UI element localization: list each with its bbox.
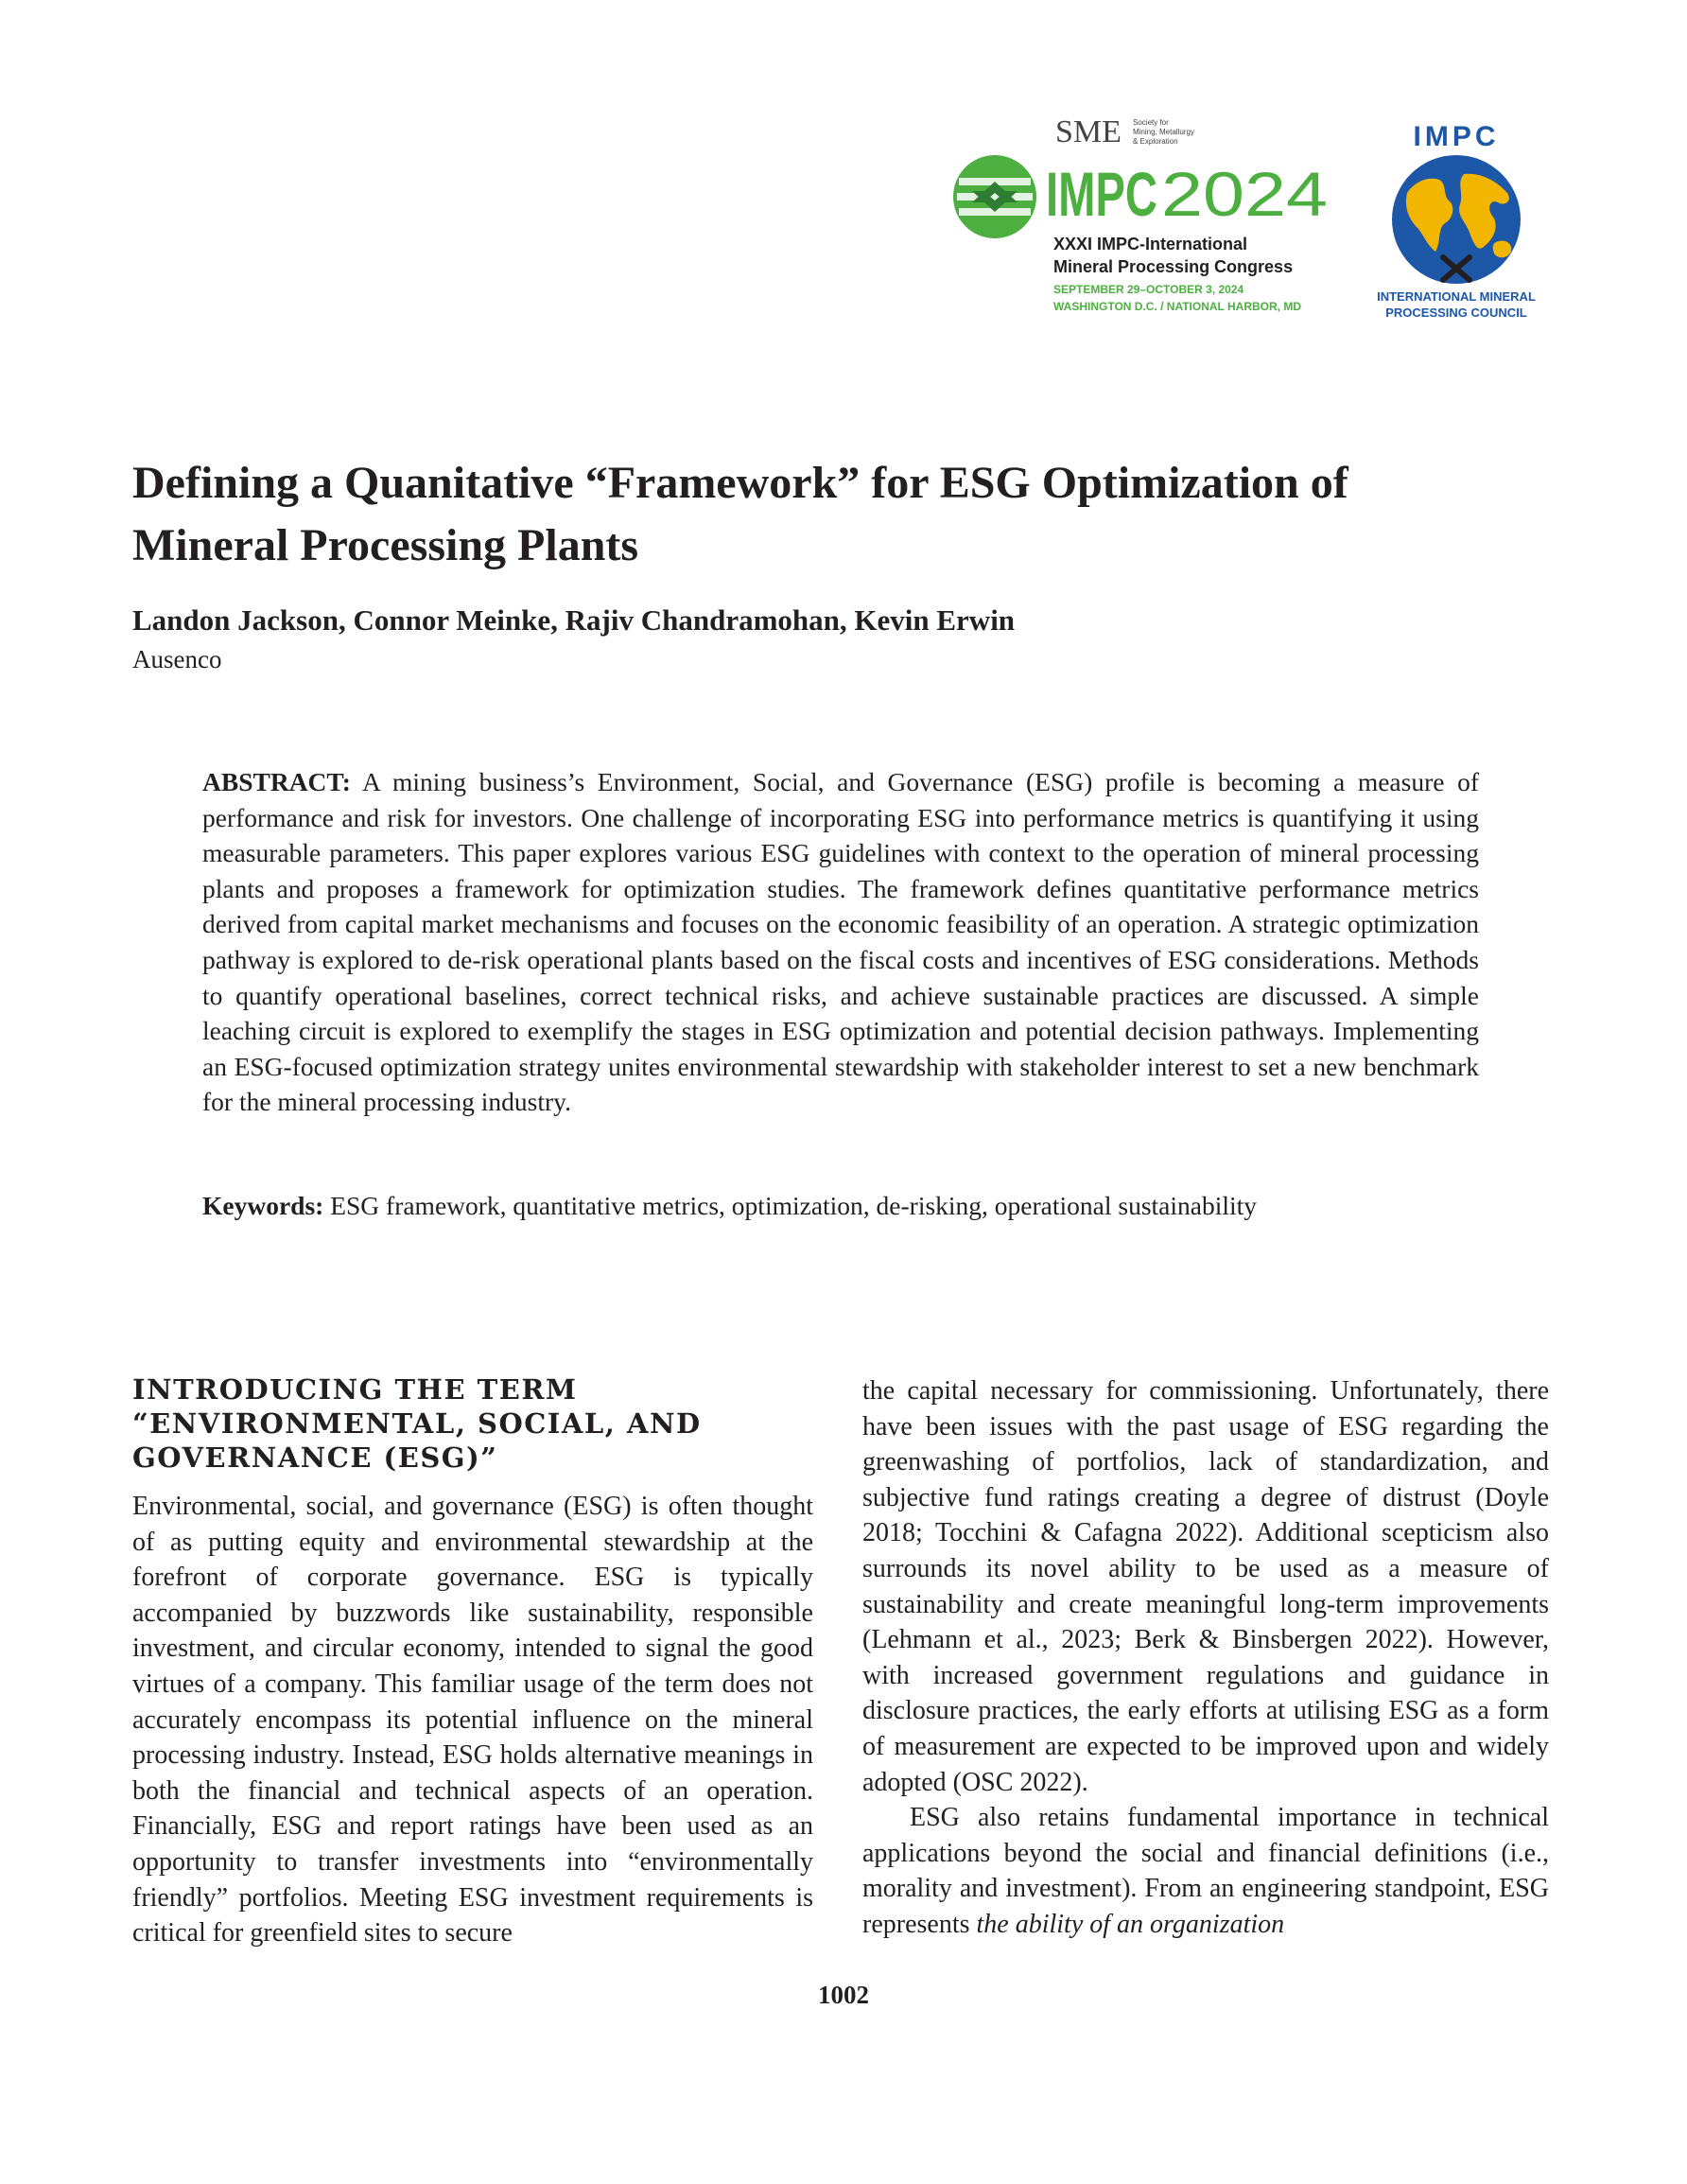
- paper-title: [132, 452, 1551, 577]
- paper-authors: Landon Jackson, Connor Meinke, Rajiv Chandramohan, Kevin Erwin: [132, 603, 1016, 637]
- sme-tagline-3: & Exploration: [1133, 137, 1178, 146]
- impc-2024-logo: [953, 112, 1330, 329]
- paper-affiliation: Ausenco: [132, 645, 222, 673]
- right-column-paragraph-1: the capital necessary for commissioning. Unfortunately, there have been issues with the past usage of ESG regarding the greenwashing of portfolios, lack of standardization, and subjective fund ratings creating a degree of distrust (Doyle 2018; Tocchini & Cafagna 2022). Additional scepticism also surrounds its novel ability to be used as a measure of sustainability and create meaningful long-term improvements (Lehmann et al., 2023; Berk & Binsbergen 2022). However, with increased government regulations and guidance in disclosure practices, the early efforts at utilising ESG as a form of measurement are expected to be improved upon and widely adopted (OSC 2022).: [862, 1376, 1549, 1797]
- sme-wordmark: SME: [1055, 114, 1122, 149]
- abstract-text: A mining business’s Environment, Social, and Governance (ESG) profile is becoming a measure of performance and risk for investors. One challenge of incorporating ESG into performance metrics is quantifying it using measurable parameters. This paper explores various ESG guidelines with context to the operation of mineral processing plants and proposes a framework for optimization studies. The framework defines quantitative performance metrics derived from capital market mechanisms and focuses on the economic feasibility of an operation. A strategic optimization pathway is explored to de-risk operational plants based on the fiscal costs and incentives of ESG considerations. Methods to quantify operational baselines, correct technical risks, and achieve sustainable practices are discussed. A simple leaching circuit is explored to exemplify the stages in ESG optimization and potential decision pathways. Implementing an ESG-focused optimization strategy unites environmental stewardship with stakeholder interest to set a new benchmark for the mineral processing industry.: [202, 767, 1479, 1117]
- impc-council-logo-graphic: [1362, 121, 1551, 322]
- section-heading: [132, 1372, 813, 1475]
- keywords: [202, 1188, 1479, 1224]
- section-heading-line-3: GOVERNANCE (ESG)”: [132, 1441, 498, 1474]
- congress-dates: SEPTEMBER 29–OCTOBER 3, 2024: [1053, 283, 1244, 296]
- congress-line-1: XXXI IMPC-International: [1053, 235, 1248, 253]
- right-column-paragraph-2-text: ESG also retains fundamental importance in technical applications beyond the social and financial definitions (i.e., morality and investment). From an engineering standpoint, ESG represents: [862, 1803, 1549, 1939]
- right-column-paragraph-2: [862, 1800, 1549, 1942]
- page-number: 1002: [818, 1981, 869, 2009]
- section-heading-line-2: “ENVIRONMENTAL, SOCIAL, AND: [132, 1407, 702, 1440]
- impc-council-logo: [1362, 121, 1551, 322]
- abstract: [202, 764, 1479, 1120]
- section-heading-line-1: INTRODUCING THE TERM: [132, 1373, 578, 1406]
- impc-2024-logo-graphic: [953, 112, 1330, 329]
- paper-title-line-2: Mineral Processing Plants: [132, 520, 639, 570]
- right-column: [862, 1373, 1549, 1943]
- right-column-paragraph-2-italic: the ability of an organization: [976, 1909, 1285, 1939]
- council-line-2: PROCESSING COUNCIL: [1385, 306, 1527, 320]
- congress-line-2: Mineral Processing Congress: [1053, 257, 1294, 276]
- abstract-label: ABSTRACT:: [202, 767, 351, 796]
- council-line-1: INTERNATIONAL MINERAL: [1377, 289, 1536, 304]
- sme-tagline-2: Mining, Metallurgy: [1133, 128, 1194, 136]
- impc-word: IMPC: [1046, 159, 1157, 229]
- left-column-paragraph: Environmental, social, and governance (ESG) is often thought of as putting equity and environmental stewardship at the forefront of corporate governance. ESG is typically accompanied by buzzwords like sustainability, responsible investment, and circular economy, intended to signal the good virtues of a company. This familiar usage of the term does not accurately encompass its potential influence on the mineral processing industry. Instead, ESG holds alternative meanings in both the financial and technical aspects of an operation. Financially, ESG and report ratings have been used as an opportunity to transfer investments into “environmentally friendly” portfolios. Meeting ESG investment requirements is critical for greenfield sites to secure: [132, 1492, 813, 1948]
- council-acronym: IMPC: [1413, 121, 1500, 152]
- congress-location: WASHINGTON D.C. / NATIONAL HARBOR, MD: [1053, 300, 1301, 313]
- keywords-label: Keywords:: [202, 1191, 324, 1220]
- sme-tagline-1: Society for: [1133, 118, 1169, 127]
- impc-year: 2024: [1161, 159, 1328, 229]
- paper-title-line-1: Defining a Quanitative “Framework” for ESG Optimization of: [132, 458, 1348, 508]
- keywords-text: ESG framework, quantitative metrics, optimization, de-risking, operational sustainability: [330, 1191, 1258, 1220]
